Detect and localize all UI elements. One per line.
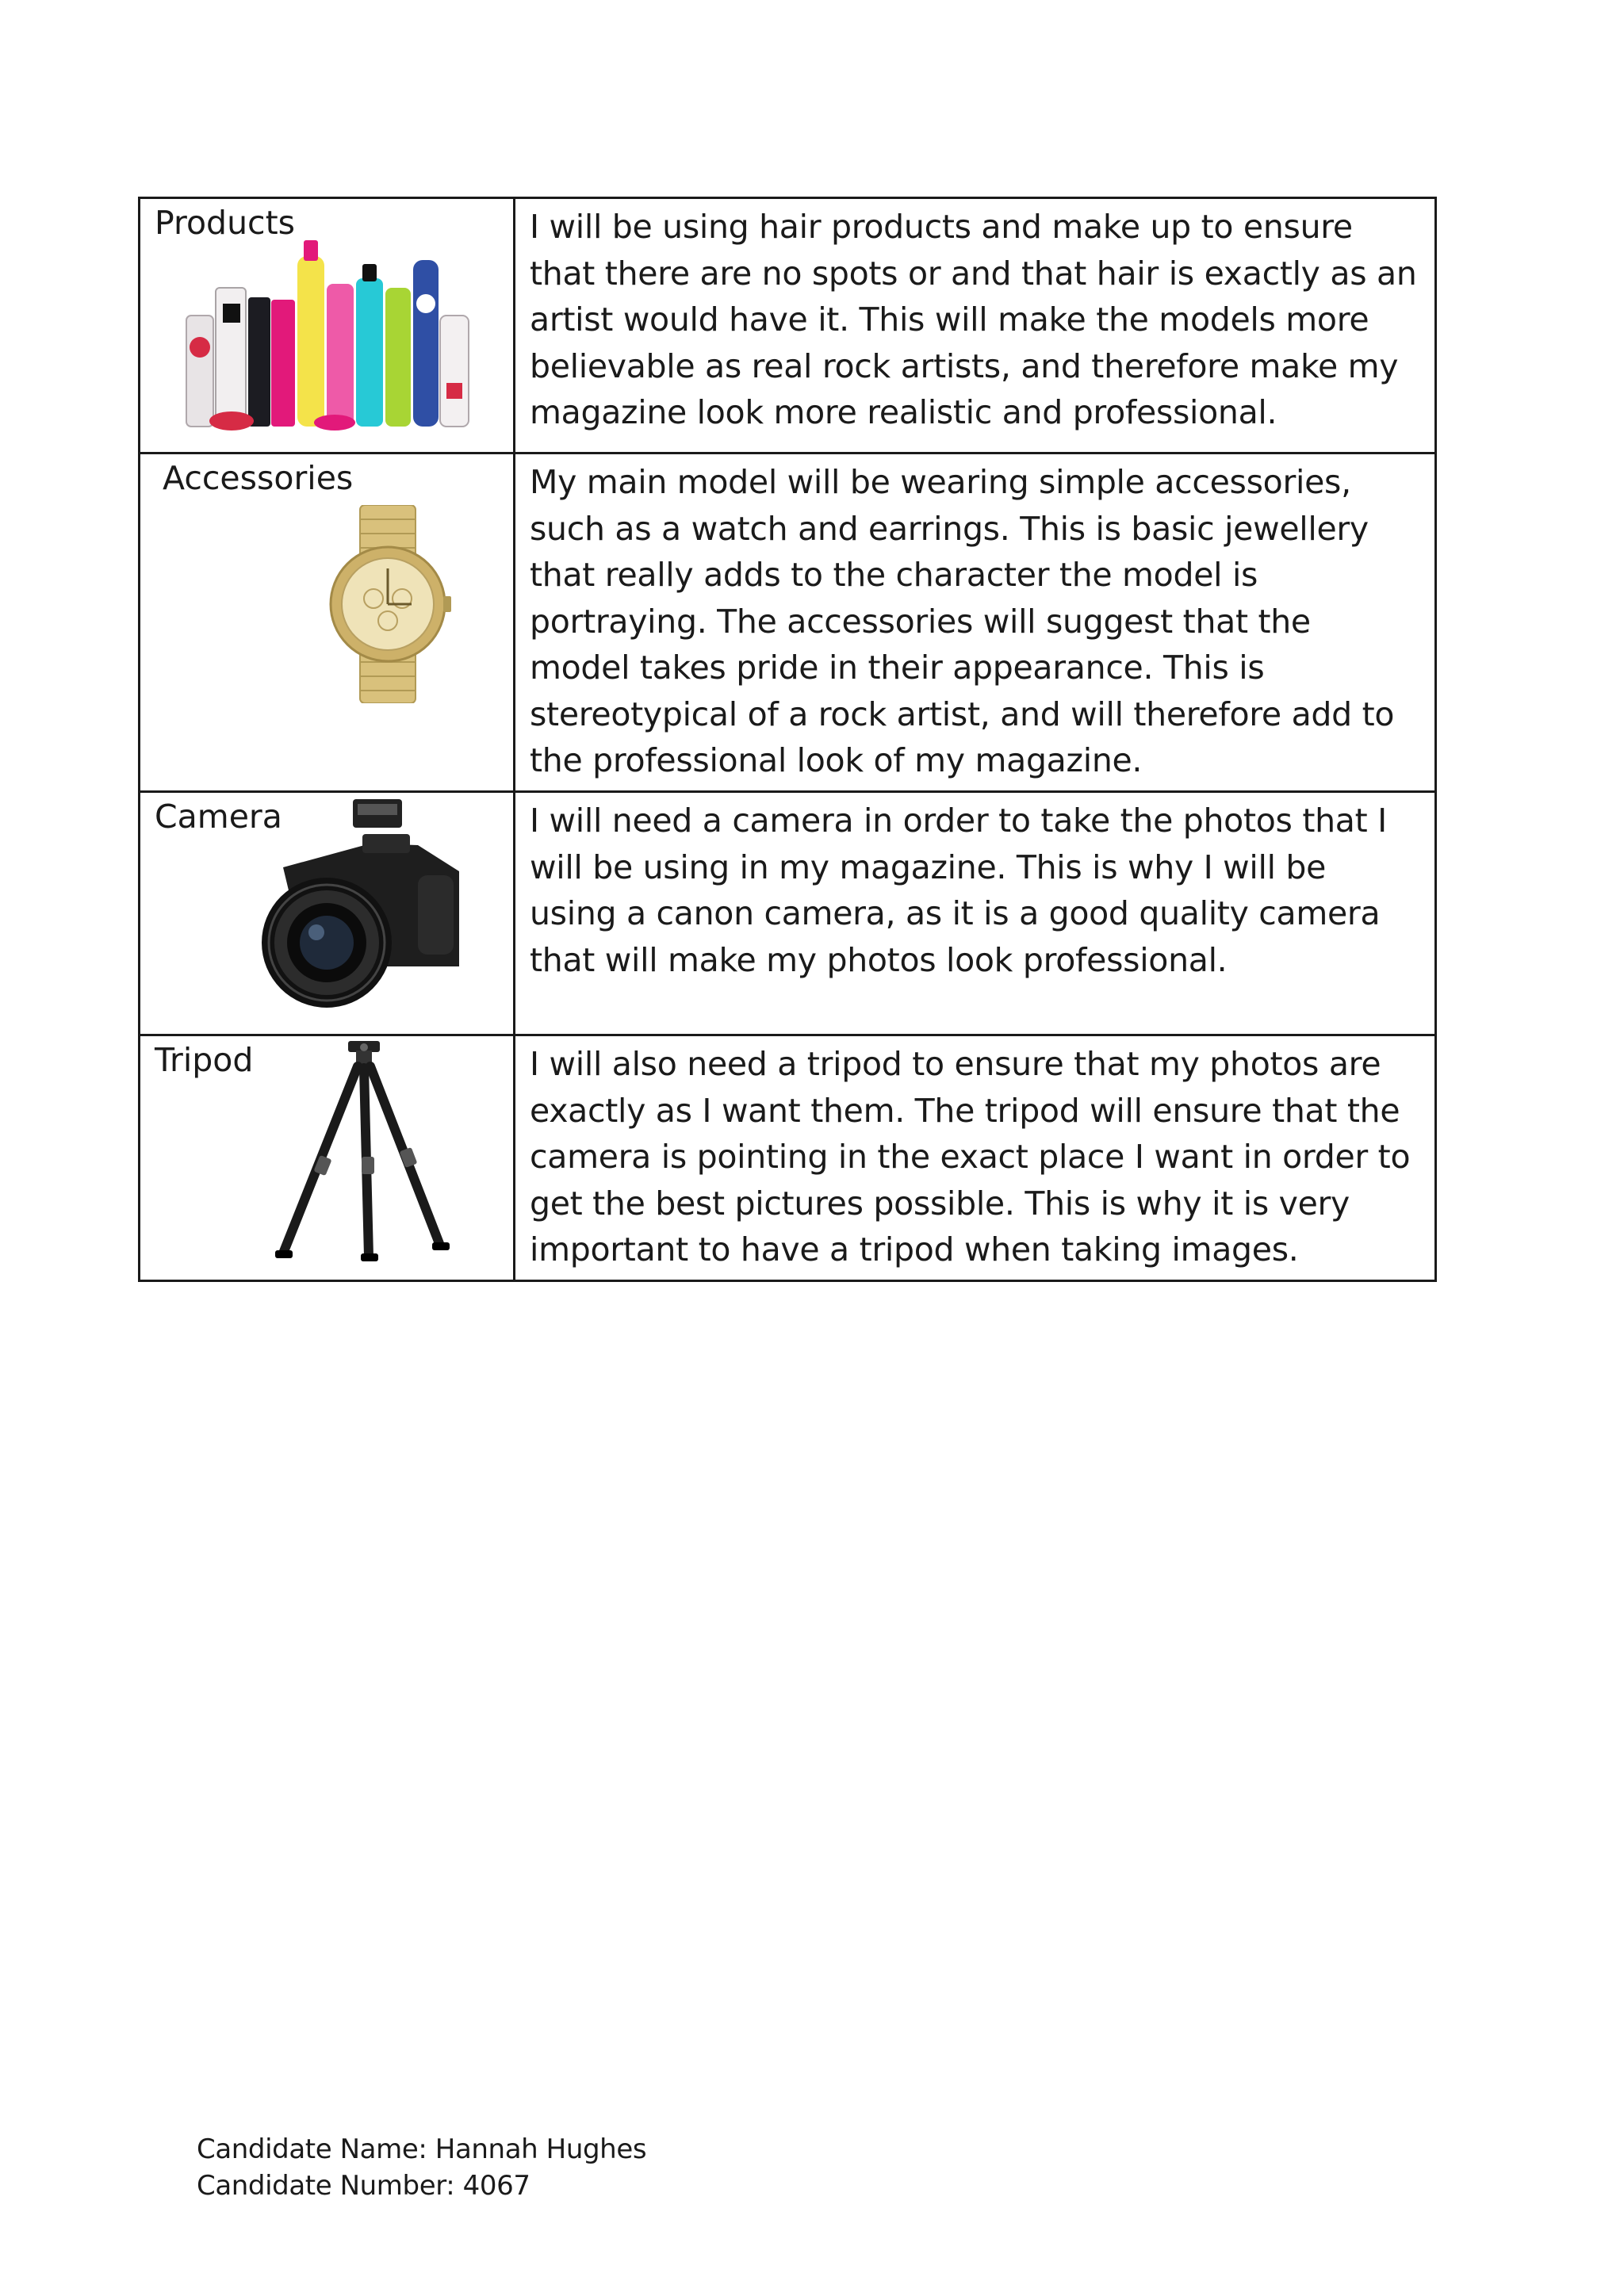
item-cell	[140, 1035, 515, 1281]
camera-image	[251, 796, 469, 1014]
item-label: Camera	[155, 798, 282, 836]
description-cell: I will be using hair products and make up to ensure that there are no spots or and that hair is exactly as an artist would have it. This will make the models more believable as real rock artists, and therefore make my magazine look more realistic and professional.	[515, 198, 1436, 453]
candidate-number: Candidate Number: 4067	[197, 2170, 530, 2202]
table-row	[140, 792, 1436, 1035]
table-row	[140, 453, 1436, 792]
watch-image	[324, 505, 451, 703]
item-cell	[140, 453, 515, 792]
candidate-name: Candidate Name: Hannah Hughes	[197, 2133, 647, 2165]
description-cell: My main model will be wearing simple accessories, such as a watch and earrings. This is basic jewellery that really adds to the character the model is portraying. The accessories will suggest that the model takes pride in their appearance. This is stereotypical of a rock artist, and will therefore add to the professional look of my magazine.	[515, 453, 1436, 792]
item-cell	[140, 792, 515, 1035]
item-label: Accessories	[163, 459, 354, 497]
props-table	[138, 197, 1437, 1282]
description-cell: I will also need a tripod to ensure that my photos are exactly as I want them. The tripod will ensure that the camera is pointing in the exact place I want in order to get the best pictures possible. This is why it is very important to have a tripod when taking images.	[515, 1035, 1436, 1281]
table-row	[140, 1035, 1436, 1281]
candidate-footer	[197, 2131, 646, 2204]
description-cell: I will need a camera in order to take the photos that I will be using in my magazine. This is why I will be using a canon camera, as it is a good quality camera that will make my photos look professional.	[515, 792, 1436, 1035]
hair-products-image	[180, 240, 473, 434]
tripod-image	[259, 1038, 465, 1265]
item-cell	[140, 198, 515, 453]
table-row	[140, 198, 1436, 453]
item-label: Tripod	[155, 1041, 254, 1079]
item-label: Products	[155, 204, 296, 242]
